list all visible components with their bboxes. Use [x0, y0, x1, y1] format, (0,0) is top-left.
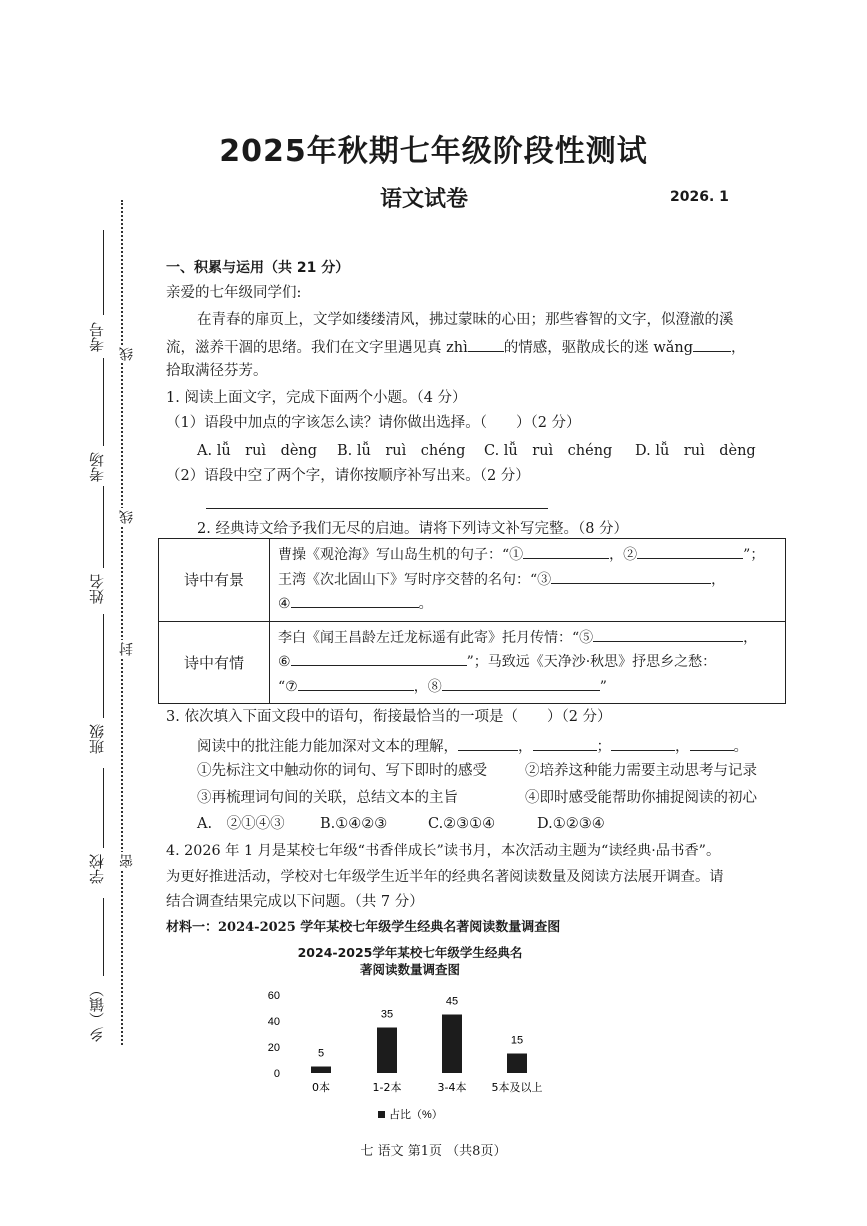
y-tick-label: 60	[267, 990, 280, 1002]
table-row	[159, 539, 786, 622]
poem-table	[158, 538, 786, 704]
y-tick-label: 40	[267, 1016, 280, 1028]
field-line-exam-room[interactable]	[103, 358, 104, 446]
exam-subtitle: 语文试卷	[380, 187, 469, 212]
bar-data-label: 5	[317, 1047, 325, 1060]
field-line-class[interactable]	[103, 614, 104, 718]
question-1-sub2: （2）语段中空了两个字，请你按顺序补写出来。（2 分）	[166, 468, 530, 484]
option-c[interactable]: C.②③①④	[428, 816, 496, 832]
chart-title-line1: 2024-2025学年某校七年级学生经典名	[297, 945, 523, 960]
field-label-township: 乡（镇）	[88, 982, 106, 1042]
page-footer: 七 语文 第1页 （共8页）	[360, 1144, 507, 1159]
binding-line	[121, 200, 123, 1045]
row-label-scenery: 诗中有景	[159, 539, 270, 622]
material-1-label: 材料一：2024-2025 学年某校七年级学生经典名著阅读数量调查图	[166, 920, 561, 935]
field-label-class: 班级	[88, 724, 106, 754]
bar-data-label: 15	[510, 1034, 524, 1047]
blank-2[interactable]	[637, 544, 743, 559]
bar-data-label: 45	[445, 995, 459, 1008]
statement-2: ②培养这种能力需要主动思考与记录	[525, 763, 757, 779]
statement-1: ①先标注文中触动你的词句、写下即时的感受	[197, 763, 487, 779]
seal-word: 密	[119, 854, 135, 868]
option-a[interactable]: A. lǚ ruì dèng	[197, 443, 318, 459]
blank-6[interactable]	[291, 651, 467, 666]
blank-zhi[interactable]	[468, 337, 504, 352]
option-d[interactable]: D. lǚ ruì dèng	[635, 443, 756, 459]
bar	[377, 1028, 397, 1074]
bar-data-label: 35	[380, 1008, 394, 1021]
field-line-exam-number[interactable]	[103, 230, 104, 315]
field-label-exam-room: 考场	[88, 452, 106, 482]
passage-line: 拾取满径芬芳。	[166, 363, 268, 379]
question-4-line: 4. 2026 年 1 月是某校七年级“书香伴成长”读书月，本次活动主题为“读经典·品书香”。	[166, 843, 721, 859]
question-1-sub1: （1）语段中加点的字该怎么读？请你做出选择。（ ）（2 分）	[166, 415, 581, 431]
field-line-name[interactable]	[103, 486, 104, 568]
blank-q3-3[interactable]	[611, 736, 675, 751]
chart-title-line2: 著阅读数量调查图	[359, 962, 460, 977]
blank-5[interactable]	[593, 627, 743, 642]
row-content-emotion: 李白《闻王昌龄左迁龙标遥有此寄》托月传情：“⑤ ， ⑥ ”；马致远《天净沙·秋思》抒思乡之愁： “⑦ ，⑧ ”	[270, 621, 786, 704]
passage-line: 在青春的扉页上，文学如缕缕清风，拂过蒙昧的心田；那些睿智的文字，似澄澈的溪	[197, 312, 734, 328]
field-label-school: 学校	[88, 854, 106, 884]
option-b[interactable]: B. lǚ ruì chéng	[337, 443, 466, 459]
question-3-passage: 阅读中的批注能力能加深对文本的理解， ， ； ， 。	[197, 736, 748, 757]
blank-wang[interactable]	[693, 337, 731, 352]
blank-3[interactable]	[551, 569, 711, 584]
question-4-line: 结合调查结果完成以下问题。（共 7 分）	[166, 894, 424, 910]
x-category-label: 1-2本	[372, 1081, 402, 1094]
y-tick-label: 0	[273, 1068, 280, 1080]
statement-3: ③再梳理词句间的关联，总结文本的主旨	[197, 790, 458, 806]
blank-q3-4[interactable]	[690, 736, 734, 751]
question-1-stem: 1. 阅读上面文字，完成下面两个小题。（4 分）	[166, 390, 467, 406]
field-label-name: 姓名	[88, 574, 106, 604]
blank-1[interactable]	[523, 544, 609, 559]
row-content-scenery: 曹操《观沧海》写山岛生机的句子：“① ，② ”； 王湾《次北固山下》写时序交替的名句：“③ ， ④ 。	[270, 539, 786, 622]
option-c[interactable]: C. lǚ ruì chéng	[484, 443, 613, 459]
seal-word: 线	[119, 347, 135, 361]
question-2-stem: 2. 经典诗文给予我们无尽的启迪。请将下列诗文补写完整。（8 分）	[197, 521, 629, 537]
exam-title: 2025年秋期七年级阶段性测试	[219, 134, 648, 169]
bar	[311, 1067, 331, 1074]
answer-line[interactable]	[206, 508, 548, 509]
bar	[507, 1054, 527, 1074]
question-3-stem: 3. 依次填入下面文段中的语句，衔接最恰当的一项是（ ）（2 分）	[166, 709, 612, 725]
field-line-township[interactable]	[103, 898, 104, 976]
table-row	[159, 621, 786, 704]
blank-q3-2[interactable]	[533, 736, 597, 751]
y-tick-label: 20	[267, 1042, 280, 1054]
blank-7[interactable]	[298, 676, 414, 691]
x-category-label: 0本	[312, 1081, 330, 1094]
option-b[interactable]: B.①④②③	[320, 816, 388, 832]
blank-4[interactable]	[291, 593, 419, 608]
statement-4: ④即时感受能帮助你捕捉阅读的初心	[525, 790, 757, 806]
option-a[interactable]: A. ②①④③	[197, 816, 285, 832]
x-category-label: 5本及以上	[491, 1081, 543, 1094]
blank-q3-1[interactable]	[458, 736, 518, 751]
bar	[442, 1015, 462, 1074]
section-heading: 一、积累与运用（共 21 分）	[166, 260, 350, 276]
bar-chart	[250, 978, 590, 1128]
question-4-line: 为更好推进活动，学校对七年级学生近半年的经典名著阅读数量及阅读方法展开调查。请	[166, 869, 724, 885]
blank-8[interactable]	[442, 676, 600, 691]
exam-date: 2026. 1	[670, 189, 729, 205]
passage-line: 流，滋养干涸的思绪。我们在文字里遇见真 zhì 的情感，驱散成长的迷 wǎng ，	[166, 337, 746, 358]
field-label-exam-number: 考号	[88, 322, 106, 352]
x-category-label: 3-4本	[437, 1081, 467, 1094]
option-d[interactable]: D.①②③④	[537, 816, 605, 832]
seal-word: 线	[119, 510, 135, 524]
legend-swatch	[378, 1111, 385, 1118]
row-label-emotion: 诗中有情	[159, 621, 270, 704]
legend-label: 占比（%）	[389, 1109, 443, 1121]
field-line-school[interactable]	[103, 768, 104, 848]
greeting: 亲爱的七年级同学们:	[166, 285, 302, 301]
seal-word: 封	[119, 642, 135, 656]
